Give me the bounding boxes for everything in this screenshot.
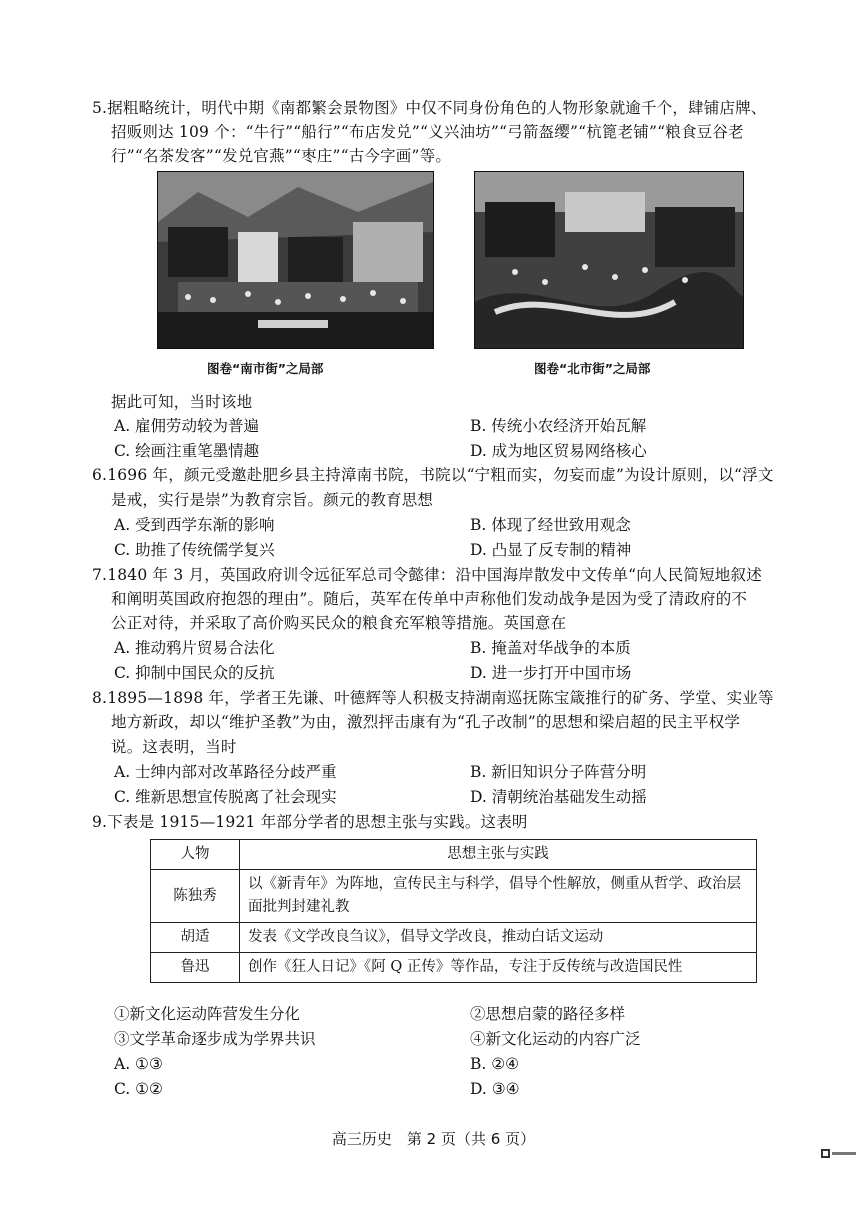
q5-line-2: 招贩则达 109 个：“牛行”“船行”“布店发兑”“义兴油坊”“弓箭盔缨”“杭篦老铺”“粮食豆谷老 <box>111 123 744 141</box>
q7-line-1: 7.1840 年 3 月，英国政府训令远征军总司令懿律：沿中国海岸散发中文传单“向人民简短地叙述 <box>92 566 762 584</box>
q7-line-2: 和阐明英国政府抱怨的理由”。随后，英军在传单中声称他们发动战争是因为受了清政府的不 <box>111 590 748 608</box>
q5-stem: 据此可知，当时该地 <box>111 393 253 411</box>
q5-option-d[interactable]: D. 成为地区贸易网络核心 <box>470 442 647 460</box>
q7-option-a[interactable]: A. 推动鸦片贸易合法化 <box>114 639 275 657</box>
q6-line-2: 是戒，实行是崇”为教育宗旨。颜元的教育思想 <box>111 491 434 509</box>
caption-south-market: 图卷“南市街”之局部 <box>207 361 324 376</box>
q9-table-person-3: 鲁迅 <box>151 953 240 983</box>
watermark-logo-icon <box>821 1148 857 1162</box>
watermark-logo-graphic <box>821 1148 857 1160</box>
q5-option-a[interactable]: A. 雇佣劳动较为普遍 <box>114 417 260 435</box>
table-row <box>151 870 757 923</box>
q9-option-b[interactable]: B. ②④ <box>470 1055 520 1073</box>
q5-line-3: 行”“名茶发客”“发兑官燕”“枣庄”“古今字画”等。 <box>111 147 452 165</box>
table-row <box>151 953 757 983</box>
q8-option-a[interactable]: A. 士绅内部对改革路径分歧严重 <box>114 763 337 781</box>
q9-statement-4: ④新文化运动的内容广泛 <box>470 1030 641 1048</box>
q5-option-c[interactable]: C. 绘画注重笔墨情趣 <box>114 442 260 460</box>
q9-table <box>150 839 757 983</box>
q9-table-header-person: 人物 <box>151 840 240 870</box>
q9-table-header-row <box>151 840 757 870</box>
q9-statement-3: ③文学革命逐步成为学界共识 <box>114 1030 316 1048</box>
q8-option-b[interactable]: B. 新旧知识分子阵营分明 <box>470 763 647 781</box>
painting-north-market <box>474 171 744 349</box>
q9-table-ideas-1: 以《新青年》为阵地，宣传民主与科学，倡导个性解放，侧重从哲学、政治层面批判封建礼教 <box>240 870 757 923</box>
q5-line-1: 5.据粗略统计，明代中期《南都繁会景物图》中仅不同身份角色的人物形象就逾千个，肆铺店牌、 <box>92 99 767 117</box>
q9-statement-2: ②思想启蒙的路径多样 <box>470 1005 626 1023</box>
q9-table-ideas-3: 创作《狂人日记》《阿 Q 正传》等作品，专注于反传统与改造国民性 <box>240 953 757 983</box>
q9-table-person-1: 陈独秀 <box>151 870 240 923</box>
q9-option-a[interactable]: A. ①③ <box>114 1055 163 1073</box>
q5-option-b[interactable]: B. 传统小农经济开始瓦解 <box>470 417 647 435</box>
q9-table-header-ideas: 思想主张与实践 <box>240 840 757 870</box>
painting-south-market-image <box>158 172 433 348</box>
painting-north-market-image <box>475 172 743 348</box>
q8-line-2: 地方新政，却以“维护圣教”为由，激烈抨击康有为“孔子改制”的思想和梁启超的民主平权学 <box>111 713 741 731</box>
q8-line-1: 8.1895—1898 年，学者王先谦、叶德辉等人积极支持湖南巡抚陈宝箴推行的矿务、学堂、实业等 <box>92 689 774 707</box>
painting-south-market <box>157 171 434 349</box>
page-footer: 高三历史 第 2 页（共 6 页） <box>331 1130 536 1148</box>
q9-statement-1: ①新文化运动阵营发生分化 <box>114 1005 301 1023</box>
q8-option-c[interactable]: C. 维新思想宣传脱离了社会现实 <box>114 788 337 806</box>
q6-option-c[interactable]: C. 助推了传统儒学复兴 <box>114 541 275 559</box>
q9-stem: 9.下表是 1915—1921 年部分学者的思想主张与实践。这表明 <box>92 813 528 831</box>
q7-option-d[interactable]: D. 进一步打开中国市场 <box>470 664 632 682</box>
q9-option-c[interactable]: C. ①② <box>114 1080 163 1098</box>
q7-line-3: 公正对待，并采取了高价购买民众的粮食充军粮等措施。英国意在 <box>111 614 567 632</box>
q6-option-b[interactable]: B. 体现了经世致用观念 <box>470 516 631 534</box>
q9-option-d[interactable]: D. ③④ <box>470 1080 520 1098</box>
q8-option-d[interactable]: D. 清朝统治基础发生动摇 <box>470 788 647 806</box>
q9-table-person-2: 胡适 <box>151 923 240 953</box>
table-row <box>151 923 757 953</box>
q6-option-d[interactable]: D. 凸显了反专制的精神 <box>470 541 632 559</box>
caption-north-market: 图卷“北市街”之局部 <box>534 361 651 376</box>
q7-option-b[interactable]: B. 掩盖对华战争的本质 <box>470 639 631 657</box>
q7-option-c[interactable]: C. 抑制中国民众的反抗 <box>114 664 275 682</box>
q6-option-a[interactable]: A. 受到西学东渐的影响 <box>114 516 275 534</box>
q8-line-3: 说。这表明，当时 <box>111 738 237 756</box>
q6-line-1: 6.1696 年，颜元受邀赴肥乡县主持漳南书院，书院以“宁粗而实，勿妄而虚”为设计原则，以“浮文 <box>92 466 774 484</box>
q9-table-ideas-2: 发表《文学改良刍议》，倡导文学改良，推动白话文运动 <box>240 923 757 953</box>
